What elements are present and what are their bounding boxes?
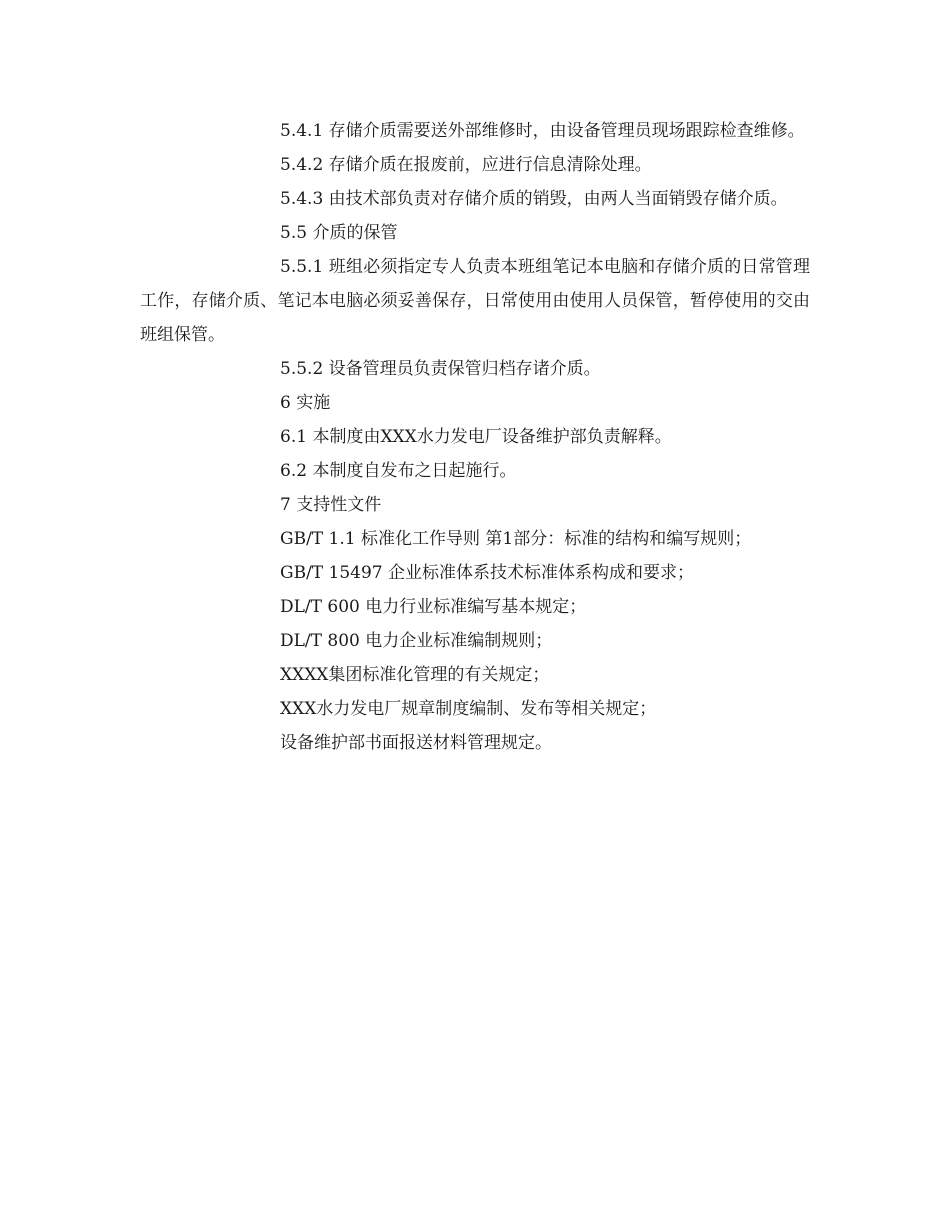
clause-5-5-2: 5.5.2 设备管理员负责保管归档存诸介质。 xyxy=(280,359,601,379)
document-body xyxy=(140,114,810,760)
reference-item: DL/T 600 电力行业标准编写基本规定； xyxy=(280,597,587,617)
reference-item: 设备维护部书面报送材料管理规定。 xyxy=(280,733,552,753)
section-5-5-heading: 5.5 介质的保管 xyxy=(280,223,398,243)
clause-5-4-3: 5.4.3 由技术部负责对存储介质的销毁，由两人当面销毁存储介质。 xyxy=(280,189,788,209)
section-6-heading: 6 实施 xyxy=(280,393,331,413)
clause-6-1: 6.1 本制度由XXX水力发电厂设备维护部负责解释。 xyxy=(280,427,672,447)
reference-item: XXXX集团标准化管理的有关规定； xyxy=(280,665,550,685)
reference-item: XXX水力发电厂规章制度编制、发布等相关规定； xyxy=(280,699,657,719)
clause-6-2: 6.2 本制度自发布之日起施行。 xyxy=(280,461,517,481)
clause-5-5-1: 5.5.1 班组必须指定专人负责本班组笔记本电脑和存储介质的日常管理工作，存储介质、笔记本电脑必须妥善保存，日常使用由使用人员保管，暂停使用的交由班组保管。 xyxy=(140,257,810,345)
reference-item: GB/T 15497 企业标准体系技术标准体系构成和要求； xyxy=(280,563,695,583)
reference-item: DL/T 800 电力企业标准编制规则； xyxy=(280,631,553,651)
reference-item: GB/T 1.1 标准化工作导则 第1部分：标准的结构和编写规则； xyxy=(280,529,752,549)
clause-5-4-2: 5.4.2 存储介质在报废前，应进行信息清除处理。 xyxy=(280,155,652,175)
clause-5-4-1: 5.4.1 存储介质需要送外部维修时，由设备管理员现场跟踪检查维修。 xyxy=(280,121,805,141)
section-7-heading: 7 支持性文件 xyxy=(280,495,382,515)
